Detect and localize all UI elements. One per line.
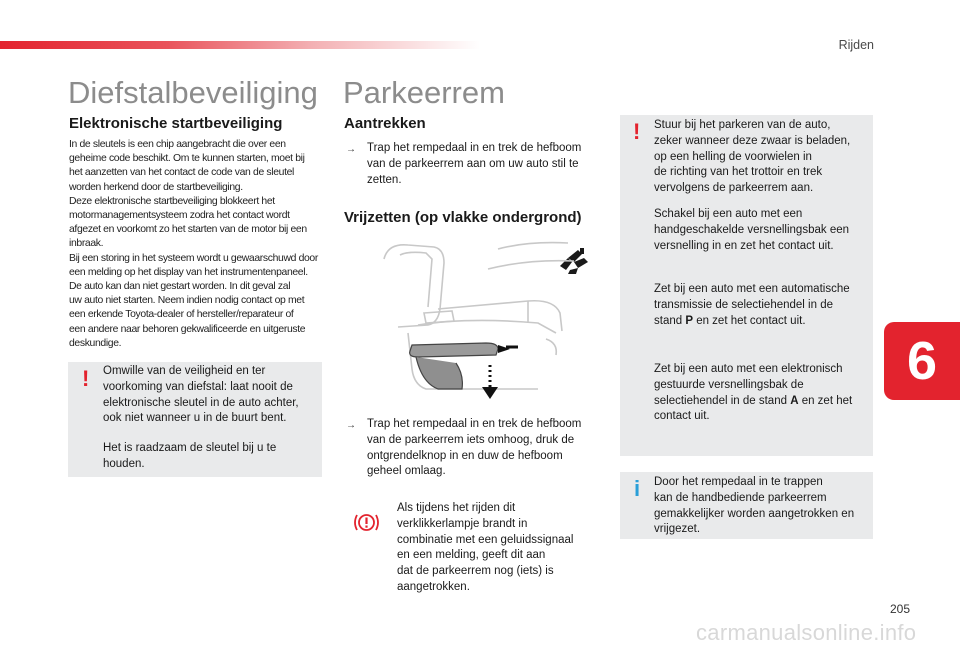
parking-warning-p1: Stuur bij het parkeren van de auto, zeker wanneer deze zwaar is beladen, op een helling de voorwielen in de richting van het trottoir en trek vervolgens de parkeerrem aan. — [654, 119, 851, 195]
parking-brake-illustration — [378, 239, 586, 401]
chapter-number-tab: 6 — [884, 322, 960, 400]
info-icon: i — [634, 476, 641, 501]
paragraph-line: worden herkend door de startbeveiliging. — [69, 181, 243, 193]
paragraph-line: In de sleutels is een chip aangebracht die over een — [69, 139, 286, 150]
bullet-arrow-icon: → — [346, 420, 356, 431]
paragraph-line: deskundige. — [69, 337, 122, 349]
warning-icon: ! — [82, 366, 90, 391]
paragraph-line: inbraak. — [69, 238, 104, 250]
aantrekken-step: Trap het rempedaal in en trek de hefboom van de parkeerrem aan om uw auto stil te zetten. — [367, 142, 582, 186]
paragraph-line: De auto kan dan niet gestart worden. In dit geval zal — [69, 281, 291, 293]
paragraph-line: een erkende Toyota-dealer of hersteller/reparateur of — [69, 309, 294, 321]
header-accent-bar — [0, 41, 480, 49]
brake-warning-lamp-icon — [353, 510, 380, 535]
watermark: carmanualsonline.info — [696, 620, 917, 645]
paragraph-line: uw auto niet starten. Neem indien nodig contact op met — [69, 295, 305, 307]
paragraph-line: motormanagementsysteem zodra het contact wordt — [69, 210, 290, 222]
info-text: Door het rempedaal in te trappen kan de handbediende parkeerrem gemakkelijker worden aangetrokken en vrijgezet. — [654, 476, 855, 536]
parking-warning-p4: Zet bij een auto met een elektronisch gestuurde versnellingsbak de selectiehendel in de stand A en zet het contact uit. — [654, 363, 853, 423]
bullet-arrow-icon: → — [346, 144, 356, 155]
paragraph-line: geheime code beschikt. Om te kunnen starten, moet bij — [69, 153, 305, 165]
left-warning-text: Omwille van de veiligheid en ter voorkoming van diefstal: laat nooit de elektronische sleutel in de auto achter, ook niet wanneer u in de buurt bent. Het is raadzaam de sleutel bij u te houden. — [103, 365, 299, 470]
paragraph-line: een andere naar behoren gekwalificeerde en uitgeruste — [69, 323, 306, 335]
subheading-startbeveiliging: Elektronische startbeveiliging — [69, 115, 283, 132]
subheading-vrijzetten: Vrijzetten (op vlakke ondergrond) — [344, 209, 582, 226]
section-title-parkeerrem: Parkeerrem — [343, 75, 505, 110]
section-title-diefstal: Diefstalbeveiliging — [68, 75, 318, 110]
chapter-label: Rijden — [838, 38, 874, 52]
warning-icon: ! — [633, 119, 641, 144]
page-number: 205 — [890, 602, 911, 616]
startbeveiliging-paragraph — [69, 138, 331, 351]
vrijzetten-step: Trap het rempedaal in en trek de hefboom van de parkeerrem iets omhoog, druk de ontgrendelknop in en duw de hefboom geheel omlaag. — [367, 418, 582, 478]
subheading-aantrekken: Aantrekken — [344, 115, 426, 132]
paragraph-line: Bij een storing in het systeem wordt u gewaarschuwd door — [69, 252, 318, 264]
paragraph-line: een melding op het display van het instrumentenpaneel. — [69, 266, 308, 278]
parking-warning-p2: Schakel bij een auto met een handgeschakelde versnellingsbak een versnelling in en zet het contact uit. — [654, 208, 850, 252]
brake-warning-text: Als tijdens het rijden dit verklikkerlampje brandt in combinatie met een geluidssignaal en een melding, geeft dit aan dat de parkeerrem nog (iets) is aangetrokken. — [397, 502, 574, 593]
paragraph-line: afgezet en voorkomt zo het starten van de motor bij een — [69, 224, 307, 236]
paragraph-line: het aanzetten van het contact de code van de sleutel — [69, 167, 295, 179]
paragraph-line: Deze elektronische startbeveiliging blokkeert het — [69, 195, 275, 207]
parking-warning-p3: Zet bij een auto met een automatische transmissie de selectiehendel in de stand P en zet het contact uit. — [654, 283, 850, 327]
